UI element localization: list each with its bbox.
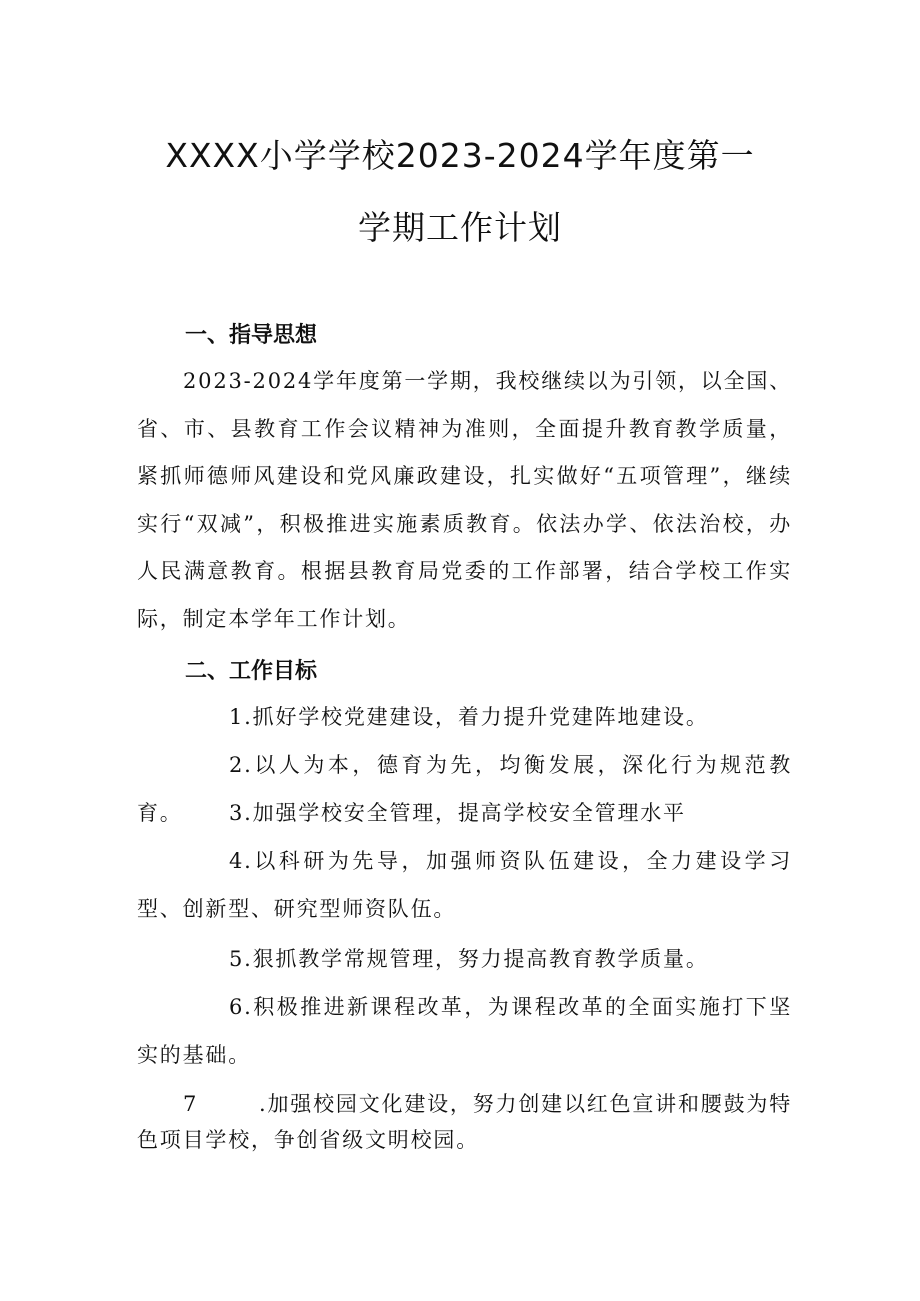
goal-item [137, 838, 792, 933]
goal-number: 4 [229, 849, 245, 873]
document-title-line-2: 学期工作计划 [358, 208, 562, 247]
section-heading-work-goals: 二、工作目标 [185, 659, 318, 684]
section-heading-guiding-ideology: 一、指导思想 [185, 323, 318, 348]
goal-text: .狠抓教学常规管理，努力提高教育教学质量。 [244, 947, 709, 971]
goal-number: 5 [229, 947, 245, 971]
goal-number: 7 [183, 1092, 199, 1116]
goal-number: 3 [229, 801, 245, 825]
goal-text: .加强学校安全管理，提高学校安全管理水平 [244, 801, 686, 825]
goal-item [137, 936, 792, 984]
goal-item [137, 984, 792, 1079]
goal-number: 6 [229, 995, 245, 1019]
goal-item [137, 694, 792, 742]
goal-text: .抓好学校党建建设，着力提升党建阵地建设。 [244, 705, 709, 729]
document-title-line-1: XXXX小学学校2023-2024学年度第一 [165, 136, 755, 175]
goal-number: 2 [229, 753, 245, 777]
goal-text: .以人为本，德育为先，均衡发展，深化行为规范教育。 [137, 753, 792, 825]
goal-text: .加强校园文化建设，努力创建以红色宣讲和腰鼓为特色项目学校，争创省级文明校园。 [137, 1092, 792, 1152]
goal-text: .积极推进新课程改革，为课程改革的全面实施打下坚实的基础。 [137, 995, 792, 1067]
goal-item [137, 1086, 792, 1158]
goal-item [137, 790, 792, 838]
goal-number: 1 [229, 705, 245, 729]
goal-text: .以科研为先导，加强师资队伍建设，全力建设学习型、创新型、研究型师资队伍。 [137, 849, 792, 921]
guiding-ideology-paragraph: 2023-2024学年度第一学期，我校继续以为引领，以全国、省、市、县教育工作会议精神为准则，全面提升教育教学质量，紧抓师德师风建设和党风廉政建设，扎实做好“五项管理”，继续实行“双减”，积极推进实施素质教育。依法办学、依法治校，办人民满意教育。根据县教育局党委的工作部署，结合学校工作实际，制定本学年工作计划。 [137, 369, 792, 631]
